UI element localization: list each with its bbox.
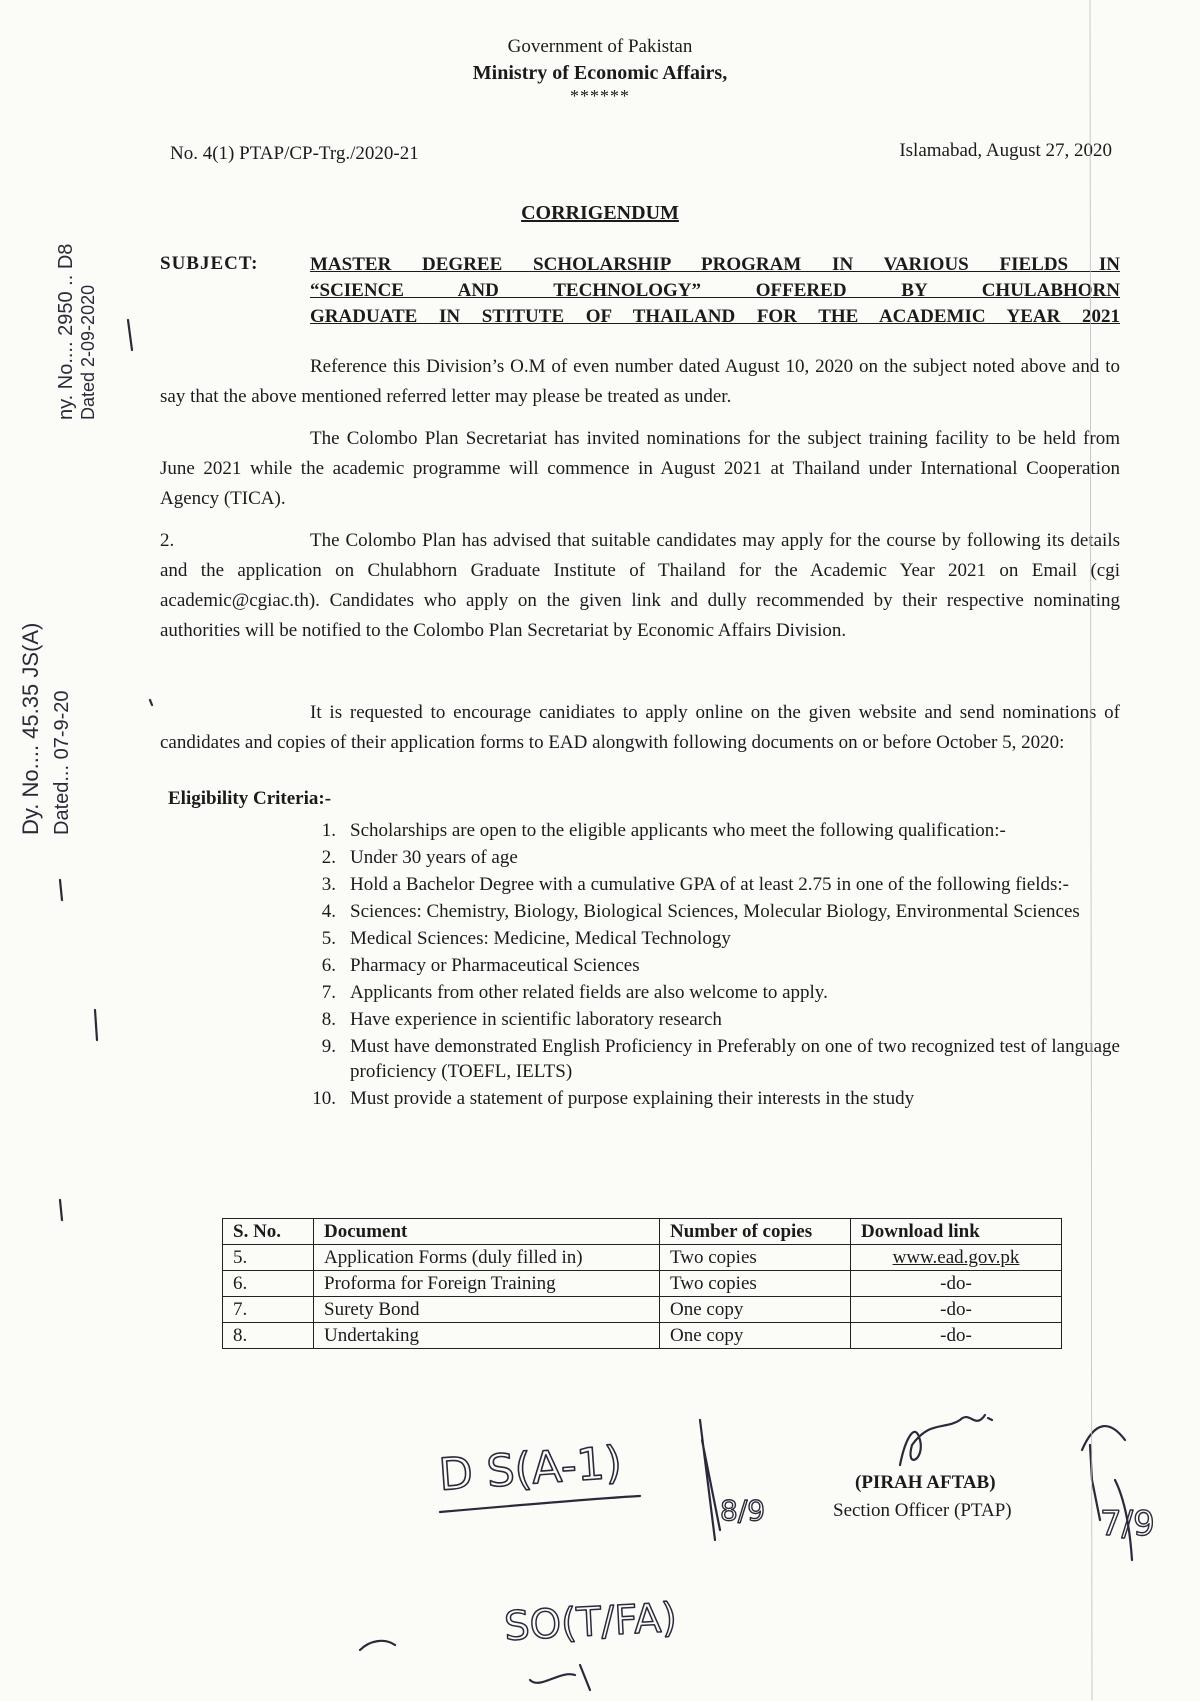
subject-line-2: “SCIENCE AND TECHNOLOGY” OFFERED BY CHULABHORN [310, 280, 1120, 301]
table-row: 6. Proforma for Foreign Training Two copies -do- [223, 1271, 1062, 1297]
header-stars: ****** [570, 86, 630, 106]
svg-text:D S(A-1): D S(A-1) [437, 1437, 624, 1501]
margin-diary-stamp-bottom [18, 623, 73, 835]
svg-text:8/9: 8/9 [720, 1494, 766, 1527]
list-item: 7. Applicants from other related fields are also welcome to apply. [321, 982, 828, 1003]
list-item: 5. Medical Sciences: Medicine, Medical Technology [321, 928, 731, 949]
table-row: 7. Surety Bond One copy -do- [223, 1297, 1062, 1323]
col-sno: S. No. [223, 1219, 314, 1245]
list-item: 2. Under 30 years of age [321, 847, 518, 868]
list-item: 4. Sciences: Chemistry, Biology, Biological Sciences, Molecular Biology, Environmental Sciences [321, 901, 1080, 922]
col-copies: Number of copies [660, 1219, 851, 1245]
reference-number: No. 4(1) PTAP/CP-Trg./2020-21 [170, 143, 419, 164]
document-title: CORRIGENDUM [521, 202, 679, 224]
list-item: 8. Have experience in scientific laboratory research [321, 1009, 722, 1030]
ministry-heading: Ministry of Economic Affairs, [472, 62, 728, 84]
paragraph-3: It is requested to encourage canidiates to apply online on the given website and send nominations of candidates and copies of their application forms to EAD alongwith following documents on or before October 5, 2020: [160, 702, 1120, 753]
col-download: Download link [851, 1219, 1062, 1245]
subject-line-3: GRADUATE IN STITUTE OF THAILAND FOR THE ACADEMIC YEAR 2021 [310, 306, 1120, 327]
svg-text:Dated 2-09-2020: Dated 2-09-2020 [78, 284, 98, 420]
svg-text:ny. No.... 2950 .. D8: ny. No.... 2950 .. D8 [55, 243, 77, 420]
table-row: 5. Application Forms (duly filled in) Two copies www.ead.gov.pk [223, 1245, 1062, 1271]
subject-label: SUBJECT: [160, 253, 259, 274]
list-item: 10. Must provide a statement of purpose explaining their interests in the study [312, 1088, 915, 1109]
paragraph-2-text: The Colombo Plan has advised that suitable candidates may apply for the course by following its details and the application on Chulabhorn Graduate Institute of Thailand for the Academic Year 2021 on Email (cgi academic@cgiac.th). Candidates who apply on the given link and dully recommended by their respective nominating authorities will be notified to the Colombo Plan Secretariat by Economic Affairs Division. [160, 530, 1120, 641]
paragraph-2-number: 2. [160, 530, 175, 551]
col-document: Document [314, 1219, 660, 1245]
margin-diary-stamp-top [55, 244, 98, 420]
place-date: Islamabad, August 27, 2020 [899, 140, 1112, 161]
signatory-designation: Section Officer (PTAP) [833, 1500, 1012, 1521]
paragraph-reference: Reference this Division’s O.M of even number dated August 10, 2020 on the subject noted above and to say that the above mentioned referred letter may please be treated as under. [160, 356, 1120, 407]
government-heading: Government of Pakistan [507, 36, 693, 57]
list-item: 3. Hold a Bachelor Degree with a cumulative GPA of at least 2.75 in one of the following fields:- [321, 874, 1070, 895]
svg-text:Dy. No.... 45.35 JS(A): Dy. No.... 45.35 JS(A) [18, 622, 43, 835]
svg-text:Dated... 07-9-20: Dated... 07-9-20 [51, 690, 73, 835]
signatory-name: (PIRAH AFTAB) [855, 1472, 996, 1493]
list-item: 9. Must have demonstrated English Proficiency in Preferably on one of two recognized test of language proficiency (TOEFL, IELTS) [321, 1036, 1120, 1082]
paragraph-1: The Colombo Plan Secretariat has invited nominations for the subject training facility to be held from June 2021 while the academic programme will commence in August 2021 at Thailand under International Cooperation Agency (TICA). [160, 428, 1120, 509]
eligibility-heading: Eligibility Criteria:- [168, 788, 332, 809]
download-link[interactable]: www.ead.gov.pk [851, 1245, 1062, 1271]
svg-text:7/9: 7/9 [1100, 1504, 1155, 1544]
signature-scribble [900, 1415, 992, 1465]
list-item: 1. Scholarships are open to the eligible applicants who meet the following qualification:- [321, 820, 1006, 841]
table-row: 8. Undertaking One copy -do- [223, 1323, 1062, 1349]
svg-text:SO(T/FA): SO(T/FA) [503, 1595, 678, 1650]
subject-line-1: MASTER DEGREE SCHOLARSHIP PROGRAM IN VARIOUS FIELDS IN [310, 254, 1120, 275]
list-item: 6. Pharmacy or Pharmaceutical Sciences [321, 955, 640, 976]
